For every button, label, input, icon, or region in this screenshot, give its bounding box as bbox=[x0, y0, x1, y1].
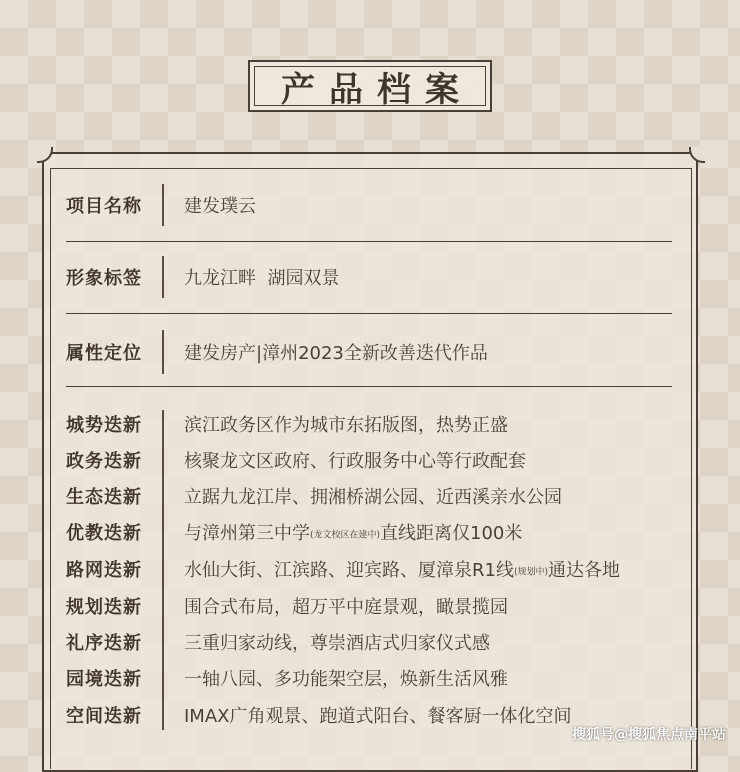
title-plaque bbox=[248, 60, 492, 112]
feature-value-tail: 直线距离仅100米 bbox=[380, 523, 523, 544]
row-value: 建发房产|漳州2023全新改善迭代作品 bbox=[184, 343, 488, 364]
feature-value-main: 与漳州第三中学 bbox=[184, 523, 310, 544]
feature-value-main: 水仙大街、江滨路、迎宾路、厦漳泉R1线 bbox=[184, 560, 514, 581]
row-divider bbox=[162, 330, 164, 374]
feature-note: (规划中) bbox=[513, 567, 548, 578]
row-value: 建发璞云 bbox=[184, 196, 256, 217]
section-divider bbox=[66, 241, 672, 242]
section-divider bbox=[66, 313, 672, 314]
feature-value bbox=[184, 519, 522, 545]
page-title: 产品档案 bbox=[281, 69, 473, 110]
feature-value bbox=[184, 556, 620, 582]
feature-value: 立踞九龙江岸、拥湘桥湖公园、近西溪亲水公园 bbox=[184, 487, 562, 508]
feature-row bbox=[66, 594, 508, 618]
feature-label: 礼序迭新 bbox=[66, 633, 142, 654]
section-divider bbox=[66, 386, 672, 387]
feature-label: 城势迭新 bbox=[66, 415, 142, 436]
feature-value: 三重归家动线，尊崇酒店式归家仪式感 bbox=[184, 633, 490, 654]
feature-row bbox=[66, 520, 522, 544]
feature-label: 空间迭新 bbox=[66, 706, 142, 727]
feature-label: 路网迭新 bbox=[66, 560, 142, 581]
row-image-tag bbox=[66, 256, 672, 298]
row-positioning bbox=[66, 330, 672, 374]
row-label: 项目名称 bbox=[66, 196, 142, 217]
row-label: 形象标签 bbox=[66, 268, 142, 289]
row-divider bbox=[162, 256, 164, 298]
feature-value: 围合式布局，超万平中庭景观，瞰景揽园 bbox=[184, 597, 508, 618]
feature-label: 生态迭新 bbox=[66, 487, 142, 508]
feature-label: 规划迭新 bbox=[66, 597, 142, 618]
row-value: 九龙江畔 湖园双景 bbox=[184, 268, 340, 289]
feature-label: 优教迭新 bbox=[66, 523, 142, 544]
feature-row bbox=[66, 557, 620, 581]
feature-row bbox=[66, 666, 508, 690]
feature-row bbox=[66, 630, 490, 654]
feature-note: (龙文校区在建中) bbox=[310, 530, 381, 541]
feature-value: 核聚龙文区政府、行政服务中心等行政配套 bbox=[184, 451, 526, 472]
feature-label: 政务迭新 bbox=[66, 451, 142, 472]
feature-value-tail: 通达各地 bbox=[548, 560, 620, 581]
feature-row bbox=[66, 703, 571, 727]
feature-value: 一轴八园、多功能架空层，焕新生活风雅 bbox=[184, 669, 508, 690]
feature-row bbox=[66, 484, 562, 508]
row-divider bbox=[162, 184, 164, 226]
row-project-name bbox=[66, 184, 672, 226]
feature-label: 园境迭新 bbox=[66, 669, 142, 690]
row-label: 属性定位 bbox=[66, 343, 142, 364]
feature-value: 滨江政务区作为城市东拓版图，热势正盛 bbox=[184, 415, 508, 436]
watermark: 搜狐号@搜狐焦点南平站 bbox=[572, 727, 726, 743]
feature-value: IMAX广角观景、跑道式阳台、餐客厨一体化空间 bbox=[184, 706, 572, 727]
feature-row bbox=[66, 412, 508, 436]
feature-row bbox=[66, 448, 526, 472]
